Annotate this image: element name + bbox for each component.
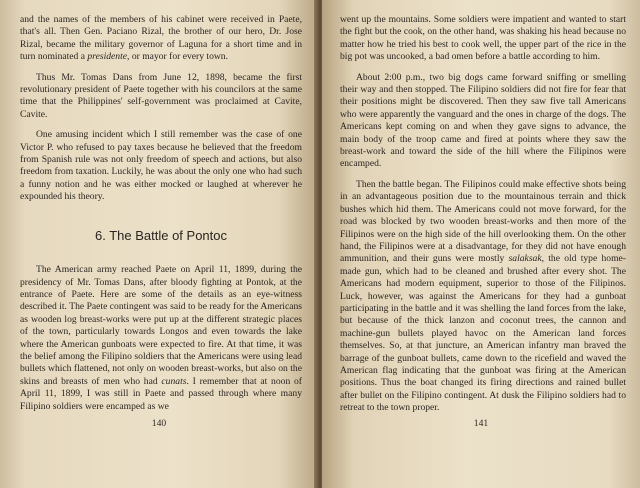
- right-paragraph-3: Then the battle began. The Filipinos could make effective shots being in an advantageous position due to the mountainous terrain and thick bushes which hid them. The Americans could not move forward, for the road was blocked by two wooden breast-works and then more of the Filipinos were on the high side of the hill overlooking them. On the other hand, the Filipinos were at a disadvantage, for they did not have enough ammunition, and their guns were mostly salaksak, the old type home-made gun, which had to be cleaned and brushed after every shot. The Americans had modern equipment, superior to those of the Filipinos. Luck, however, was against the Americans for they had a gunboat participating in the battle and it was shelling the land forces from the lake, but because of the thick lanzon and coconut trees, the cannon and machine-gun bullets played havoc on the American land forces themselves. So, at that juncture, an American infantry man braved the barrage of the gunboat bullets, came down to the ricefield and waved the American flag indicating that the gunboat was firing at the American positions. Thus the boat changed its firing directions and rained bullet after bullet on the Filipino contingent. At dusk the Filipino soldiers had to retreat to the town proper.: [340, 178, 626, 414]
- left-paragraph-2: Thus Mr. Tomas Dans from June 12, 1898, became the first revolutionary president of Paete together with his councilors at the same time that the Philippines' self-government was proclaimed at Cavite, Cavite.: [20, 71, 302, 120]
- right-page: [322, 0, 640, 488]
- page-number-left: 140: [151, 417, 167, 429]
- right-paragraph-2: About 2:00 p.m., two big dogs came forward sniffing or smelling their way and then stopped. The Filipino soldiers did not fire for fear that their positions might be discovered. Then they saw five tall Americans who were apparently the vanguard and the ones in charge of the dogs. The Americans kept coming on and when they gave signs to advance, the main body of the troop came and fired at points where they saw the breast-work and toward the side of the hill where the Filipinos were encamped.: [340, 71, 626, 170]
- page-number-right: 141: [473, 417, 489, 429]
- left-paragraph-4: The American army reached Paete on April 11, 1899, during the presidency of Mr. Tomas Dans, after bloody fighting at Pontok, at the entrance of Paete. Here are some of the details as an eye-witness described it. The Paete contingent was said to be ready for the Americans as wooden log breast-works were put up at the different strategic places of the town, particularly towards Longos and even towards the lake where the American gunboats were expected to fire. At that time, it was the belief among the Filipino soldiers that the Americans were using lead bullets which flattened, not only on wooden breast-works, but also on the skins and breasts of men who had cunats. I remember that at noon of April 11, 1899, I was still in Paete and passed through where many Filipino soldiers were encamped as we: [20, 264, 302, 412]
- chapter-title: 6. The Battle of Pontoc: [94, 227, 227, 243]
- left-paragraph-1: and the names of the members of his cabinet were received in Paete, that's all. Then Gen. Paciano Rizal, the brother of our hero, Dr. Jose Rizal, became the military governor of Laguna for a short time and in turn nominated a presidente, or mayor for every town.: [20, 14, 302, 63]
- left-page: [0, 0, 318, 488]
- right-paragraph-1: went up the mountains. Some soldiers were impatient and wanted to start the fight but the cook, on the other hand, was shaking his head because no matter how he tried his best to cook well, the upper part of the rice in the big pot was uncooked, a bad omen before a battle according to him.: [340, 14, 626, 63]
- left-paragraph-3: One amusing incident which I still remember was the case of one Victor P. who refused to pay taxes because he believed that the freedom from Spanish rule was not only freedom of speech and actions, but also freedom from taxation. Luckily, he was about the only one who had such a funny notion and he was either mocked or laughed at wherever he expounded his theory.: [20, 129, 302, 203]
